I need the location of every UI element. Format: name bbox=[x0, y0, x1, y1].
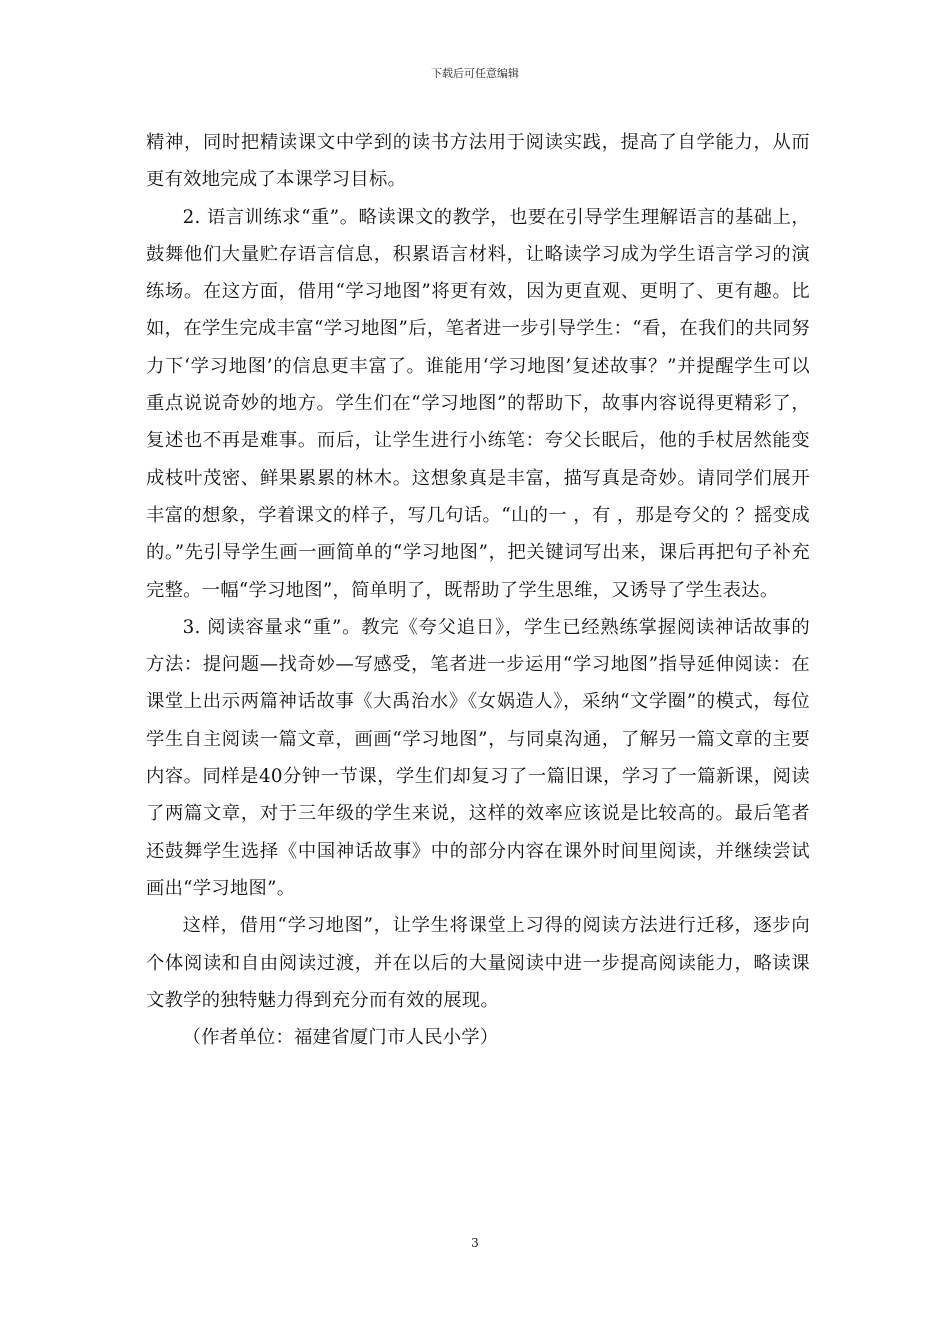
author-affiliation: （作者单位：福建省厦门市人民小学） bbox=[182, 1027, 499, 1049]
paragraph-reading-capacity: 3. 阅读容量求“重”。教完《夸父追日》，学生已经熟练掌握阅读神话故事的方法：提问题—找奇妙—写感受，笔者进一步运用“学习地图”指导延伸阅读：在课堂上出示两篇神话故事《大禹治水》《女娲造人》，采纳“文学圈”的模式，每位学生自主阅读一篇文章，画画“学习地图”，与同桌沟通，了解另一篇文章的主要内容。同样是40分钟一节课，学生们却复习了一篇旧课，学习了一篇新课，阅读了两篇文章，对于三年级的学生来说，这样的效率应该说是比较高的。最后笔者还鼓舞学生选择《中国神话故事》中的部分内容在课外时间里阅读，并继续尝试画出“学习地图”。 bbox=[146, 616, 810, 899]
article-body bbox=[146, 124, 810, 1056]
paragraph-conclusion: 这样，借用“学习地图”，让学生将课堂上习得的阅读方法进行迁移，逐步向个体阅读和自由阅读过渡，并在以后的大量阅读中进一步提高阅读能力，略读课文教学的独特魅力得到充分而有效的展现。 bbox=[146, 915, 810, 1011]
paragraph-continuation: 精神，同时把精读课文中学到的读书方法用于阅读实践，提高了自学能力，从而更有效地完成了本课学习目标。 bbox=[146, 132, 810, 191]
paragraph-language-training: 2. 语言训练求“重”。略读课文的教学，也要在引导学生理解语言的基础上，鼓舞他们大量贮存语言信息，积累语言材料，让略读学习成为学生语言学习的演练场。在这方面，借用“学习地图”将更有效，因为更直观、更明了、更有趣。比如，在学生完成丰富“学习地图”后，笔者进一步引导学生：“看，在我们的共同努力下‘学习地图’的信息更丰富了。谁能用‘学习地图’复述故事？”并提醒学生可以重点说说奇妙的地方。学生们在“学习地图”的帮助下，故事内容说得更精彩了，复述也不再是难事。而后，让学生进行小练笔：夸父长眠后，他的手杖居然能变成枝叶茂密、鲜果累累的林木。这想象真是丰富，描写真是奇妙。请同学们展开丰富的想象，学着课文的样子，写几句话。“山的一 ，有 ，那是夸父的 ？摇变成的。”先引导学生画一画简单的“学习地图”，把关键词写出来，课后再把句子补充完整。一幅“学习地图”，简单明了，既帮助了学生思维，又诱导了学生表达。 bbox=[146, 206, 810, 601]
page-header-note: 下载后可任意编辑 bbox=[431, 67, 519, 80]
page-number: 3 bbox=[471, 1236, 479, 1250]
